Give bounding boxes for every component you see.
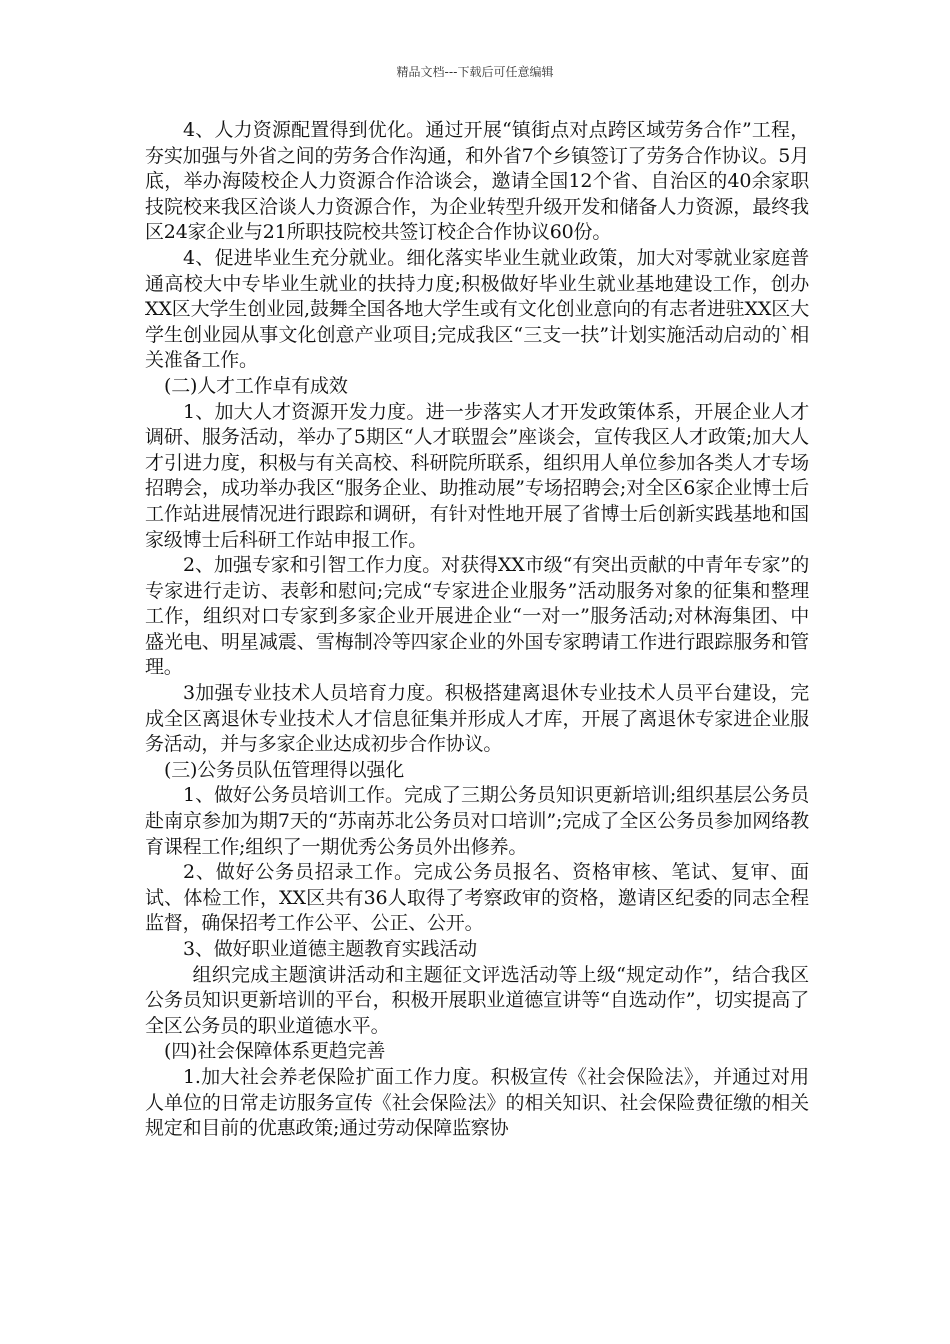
page-header: 精品文档---下载后可任意编辑 <box>396 65 554 79</box>
paragraph-expert-work: 2、加强专家和引智工作力度。对获得XX市级“有突出贡献的中青年专家”的专家进行走访、表彰和慰问;完成“专家进企业服务”活动服务对象的征集和整理工作，组织对口专家到多家企业开展进企业“一对一”服务活动;对林海集团、中盛光电、明星减震、雪梅制冷等四家企业的外国专家聘请工作进行跟踪服务和管理。 <box>145 554 809 679</box>
section-heading-social-security: (四)社会保障体系更趋完善 <box>164 1040 386 1063</box>
section-heading-civil-servants: (三)公务员队伍管理得以强化 <box>164 758 405 781</box>
document-body <box>145 118 809 1142</box>
paragraph-civil-servant-training: 1、做好公务员培训工作。完成了三期公务员知识更新培训;组织基层公务员赴南京参加为期7天的“苏南苏北公务员对口培训”;完成了全区公务员参加网络教育课程工作;组织了一期优秀公务员外出修养。 <box>145 784 809 858</box>
paragraph-talent-development: 1、加大人才资源开发力度。进一步落实人才开发政策体系，开展企业人才调研、服务活动，举办了5期区“人才联盟会”座谈会，宣传我区人才政策;加大人才引进力度，积极与有关高校、科研院所联系，组织用人单位参加各类人才专场招聘会，成功举办我区“服务企业、助推动展”专场招聘会;对全区6家企业博士后工作站进展情况进行跟踪和调研，有针对性地开展了省博士后创新实践基地和国家级博士后科研工作站申报工作。 <box>145 400 809 551</box>
paragraph-pension-insurance: 1.加大社会养老保险扩面工作力度。积极宣传《社会保险法》，并通过对用人单位的日常走访服务宣传《社会保险法》的相关知识、社会保险费征缴的相关规定和目前的优惠政策;通过劳动保障监察协 <box>145 1065 809 1140</box>
paragraph-technical-staff: 3加强专业技术人员培育力度。积极搭建离退休专业技术人员平台建设，完成全区离退休专业技术人才信息征集并形成人才库，开展了离退休专家进企业服务活动，并与多家企业达成初步合作协议。 <box>145 682 809 756</box>
paragraph-ethics-education-title: 3、做好职业道德主题教育实践活动 <box>183 938 477 960</box>
paragraph-civil-servant-recruitment: 2、做好公务员招录工作。完成公务员报名、资格审核、笔试、复审、面试、体检工作，XX区共有36人取得了考察政审的资格，邀请区纪委的同志全程监督，确保招考工作公平、公正、公开。 <box>145 861 809 935</box>
paragraph-hr-allocation: 4、人力资源配置得到优化。通过开展“镇街点对点跨区域劳务合作”工程，夯实加强与外省之间的劳务合作沟通，和外省7个乡镇签订了劳务合作协议。5月底，举办海陵校企人力资源合作洽谈会，邀请全国12个省、自治区的40余家职技院校来我区洽谈人力资源合作，为企业转型升级开发和储备人力资源，最终我区24家企业与21所职技院校共签订校企合作协议60份。 <box>145 119 809 244</box>
paragraph-graduate-employment: 4、促进毕业生充分就业。细化落实毕业生就业政策，加大对零就业家庭普通高校大中专毕业生就业的扶持力度;积极做好毕业生就业基地建设工作，创办XX区大学生创业园,鼓舞全国各地大学生或有文化创业意向的有志者进驻XX区大学生创业园从事文化创意产业项目;完成我区“三支一扶”计划实施活动启动的`相关准备工作。 <box>145 246 809 372</box>
section-heading-talent: (二)人才工作卓有成效 <box>164 374 348 397</box>
paragraph-ethics-education-body: 组织完成主题演讲活动和主题征文评选活动等上级“规定动作”，结合我区公务员知识更新培训的平台，积极开展职业道德宣讲等“自选动作”，切实提高了全区公务员的职业道德水平。 <box>145 963 809 1037</box>
